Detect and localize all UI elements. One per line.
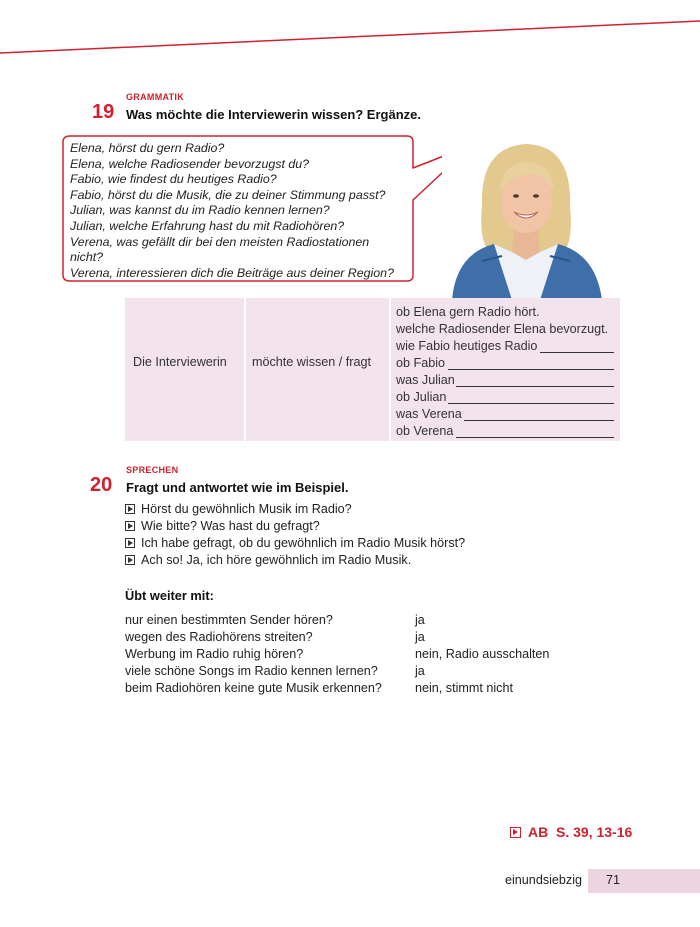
play-arrow-icon — [125, 521, 135, 531]
arrow-icon — [510, 827, 521, 838]
exercise-title-19: Was möchte die Interviewerin wissen? Ergänze. — [126, 107, 421, 122]
page-number: 71 — [606, 873, 621, 887]
exercise-title-20: Fragt und antwortet wie im Beispiel. — [126, 480, 349, 495]
practice-heading: Übt weiter mit: — [125, 588, 214, 603]
bubble-line: Elena, hörst du gern Radio? — [70, 141, 225, 155]
play-arrow-icon — [125, 538, 135, 548]
workbook-reference[interactable] — [510, 824, 632, 840]
table-verb: möchte wissen / fragt — [252, 355, 371, 369]
bubble-line: Julian, welche Erfahrung hast du mit Radiohören? — [70, 218, 345, 233]
bubble-text — [70, 141, 410, 281]
practice-question: beim Radiohören keine gute Musik erkennen? — [125, 681, 382, 695]
play-arrow-icon — [125, 504, 135, 514]
table-clause: ob Elena gern Radio hört. — [396, 305, 540, 319]
bubble-line: Julian, was kannst du im Radio kennen lernen? — [70, 203, 330, 218]
table-subject: Die Interviewerin — [133, 355, 227, 369]
example-text: Wie bitte? Was hast du gefragt? — [141, 519, 320, 533]
table-clause: was Julian — [396, 373, 455, 387]
answer-blank[interactable] — [448, 403, 614, 404]
section-label-grammatik: GRAMMATIK — [126, 92, 185, 102]
table-divider — [389, 298, 391, 441]
practice-question: nur einen bestimmten Sender hören? — [125, 613, 333, 627]
page-word: einundsiebzig — [505, 873, 583, 887]
section-label-sprechen: SPRECHEN — [126, 465, 179, 475]
practice-answer: ja — [415, 630, 425, 644]
example-line — [125, 519, 320, 533]
table-clause: ob Verena — [396, 424, 454, 438]
table-clause: was Verena — [396, 407, 462, 421]
exercise-number-20: 20 — [90, 474, 113, 496]
interviewer-photo — [442, 136, 610, 300]
practice-question: viele schöne Songs im Radio kennen lernen? — [125, 664, 378, 678]
table-divider — [244, 298, 246, 441]
bubble-line: Fabio, hörst du die Musik, die zu deiner Stimmung passt? — [70, 187, 386, 202]
practice-question: Werbung im Radio ruhig hören? — [125, 647, 304, 661]
example-text: Ich habe gefragt, ob du gewöhnlich im Radio Musik hörst? — [141, 536, 466, 550]
workbook-reference-text: AB S. 39, 13-16 — [528, 824, 633, 840]
bubble-line: Fabio, wie findest du heutiges Radio? — [70, 172, 277, 187]
example-line — [125, 536, 465, 550]
practice-answer: nein, stimmt nicht — [415, 681, 513, 695]
example-line — [125, 553, 411, 567]
answer-blank[interactable] — [464, 420, 614, 421]
bubble-line: nicht? — [70, 250, 104, 265]
example-line — [125, 502, 352, 516]
bubble-line: Verena, was gefällt dir bei den meisten Radiostationen — [70, 234, 370, 249]
answer-blank[interactable] — [448, 369, 614, 370]
table-clause: ob Julian — [396, 390, 447, 404]
table-clause: wie Fabio heutiges Radio — [396, 339, 538, 353]
answer-blank[interactable] — [540, 352, 614, 353]
practice-answer: ja — [415, 664, 425, 678]
table-clause: ob Fabio — [396, 356, 446, 370]
answer-blank[interactable] — [456, 386, 614, 387]
practice-answer: nein, Radio ausschalten — [415, 647, 550, 661]
exercise-number-19: 19 — [92, 101, 115, 123]
play-arrow-icon — [125, 555, 135, 565]
page-number-box — [588, 869, 700, 893]
practice-answer: ja — [415, 613, 425, 627]
bubble-line: Verena, interessieren dich die Beiträge aus deiner Region? — [70, 265, 394, 280]
answer-blank[interactable] — [456, 437, 614, 438]
practice-question: wegen des Radiohörens streiten? — [125, 630, 313, 644]
bubble-line: Elena, welche Radiosender bevorzugst du? — [70, 156, 310, 171]
table-clause: welche Radiosender Elena bevorzugt. — [396, 322, 609, 336]
example-text: Ach so! Ja, ich höre gewöhnlich im Radio Musik. — [141, 553, 412, 567]
example-text: Hörst du gewöhnlich Musik im Radio? — [141, 502, 352, 516]
